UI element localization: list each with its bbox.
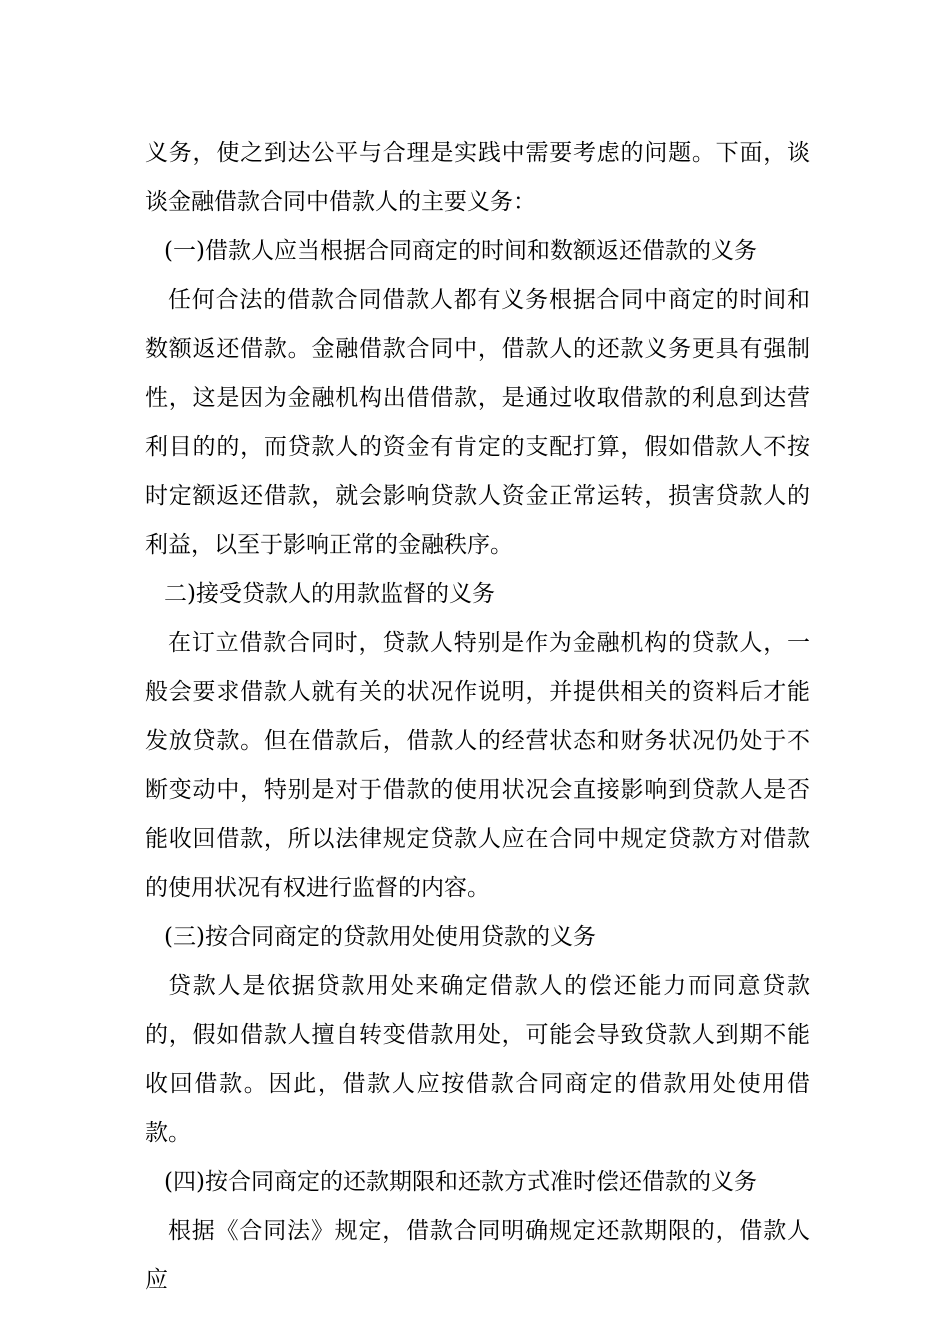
section-heading-4: (四)按合同商定的还款期限和还款方式准时偿还借款的义务 (164, 1169, 757, 1195)
section-heading-3: (三)按合同商定的贷款用处使用贷款的义务 (164, 924, 596, 950)
paragraph-section-4: 根据《合同法》规定，借款合同明确规定还款期限的，借款人应 (145, 1218, 810, 1293)
paragraph-intro: 义务，使之到达公平与合理是实践中需要考虑的问题。下面，谈谈金融借款合同中借款人的主要义务： (145, 140, 810, 215)
section-heading-2: 二)接受贷款人的用款监督的义务 (164, 581, 495, 607)
paragraph-section-2: 在订立借款合同时，贷款人特别是作为金融机构的贷款人，一般会要求借款人就有关的状况作说明，并提供相关的资料后才能发放贷款。但在借款后，借款人的经营状态和财务状况仍处于不断变动中，特别是对于借款的使用状况会直接影响到贷款人是否能收回借款，所以法律规定贷款人应在合同中规定贷款方对借款的使用状况有权进行监督的内容。 (145, 630, 810, 901)
paragraph-section-3: 贷款人是依据贷款用处来确定借款人的偿还能力而同意贷款的，假如借款人擅自转变借款用处，可能会导致贷款人到期不能收回借款。因此，借款人应按借款合同商定的借款用处使用借款。 (145, 973, 810, 1146)
paragraph-section-1: 任何合法的借款合同借款人都有义务根据合同中商定的时间和数额返还借款。金融借款合同中，借款人的还款义务更具有强制性，这是因为金融机构出借借款，是通过收取借款的利息到达营利目的的，而贷款人的资金有肯定的支配打算，假如借款人不按时定额返还借款，就会影响贷款人资金正常运转，损害贷款人的利益，以至于影响正常的金融秩序。 (145, 287, 810, 558)
section-heading-1: (一)借款人应当根据合同商定的时间和数额返还借款的义务 (164, 238, 757, 264)
document-body (145, 129, 810, 1305)
